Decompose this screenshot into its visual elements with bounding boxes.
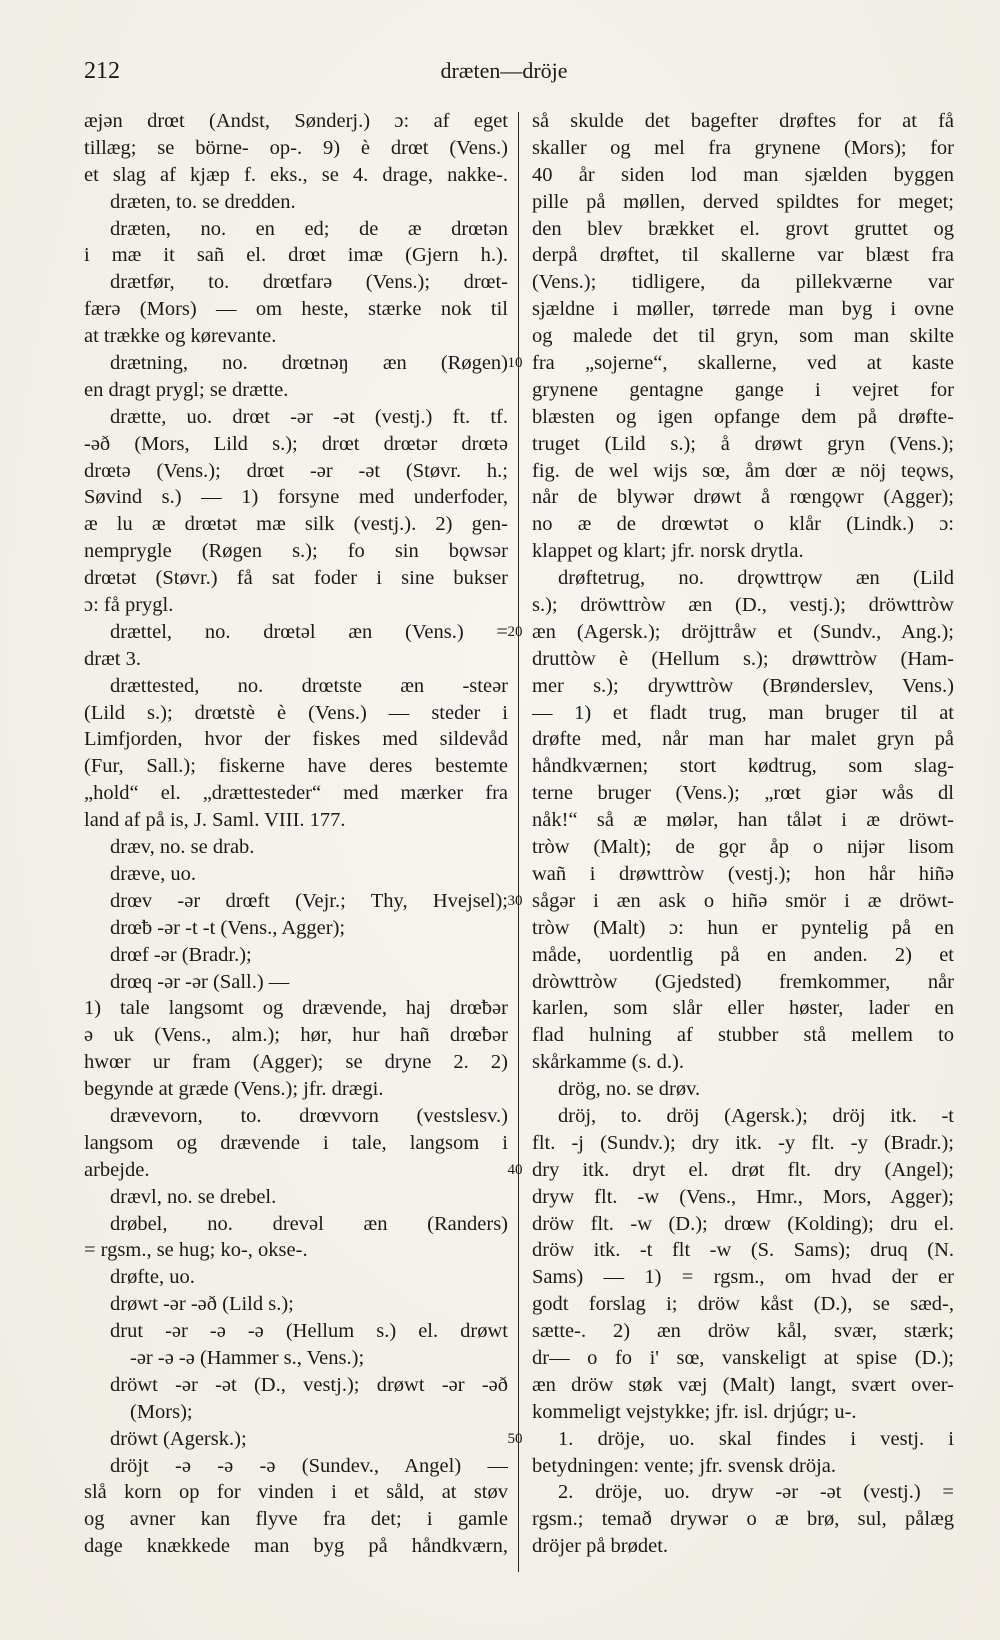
- text-line: æ lu æ drœtət mæ silk (vestj.). 2) gen-: [84, 513, 508, 536]
- text-line: -ər -ə -ə (Hammer s., Vens.);: [130, 1346, 365, 1369]
- text-line: betydningen: vente; jfr. svensk dröja.: [532, 1454, 837, 1477]
- text-line: dræten, no. en ed; de æ drœtən: [110, 217, 508, 240]
- text-line: sjældne i møller, tørrede man byg i ovne: [532, 298, 954, 321]
- column-divider: [518, 112, 519, 1572]
- text-line: karlen, som slår eller høster, lader en: [532, 997, 954, 1020]
- text-line: — 1) et fladt trug, man bruger til at: [532, 701, 954, 724]
- text-line: æn dröw støk væj (Malt) langt, svært over-: [532, 1373, 954, 1396]
- line-number: 40: [507, 1162, 523, 1179]
- text-line: (Mors);: [130, 1400, 193, 1423]
- text-line: drævl, no. se drebel.: [110, 1185, 277, 1208]
- text-line: drut -ər -ə -ə (Hellum s.) el. drøwt: [110, 1320, 508, 1343]
- text-line: 1. dröje, uo. skal findes i vestj. i: [558, 1427, 954, 1450]
- page-number: 212: [84, 58, 120, 84]
- text-line: 1) tale langsomt og drævende, haj drœƀər: [84, 997, 508, 1020]
- text-line: når de blywər drøwt å rœngǫwr (Agger);: [532, 486, 954, 509]
- text-line: dröwt -ər -ət (D., vestj.); drøwt -ər -əð: [110, 1373, 508, 1396]
- text-line: klappet og klart; jfr. norsk drytla.: [532, 540, 804, 563]
- text-line: druttòw è (Hellum s.); drøwttròw (Ham-: [532, 647, 954, 670]
- text-line: Limfjorden, hvor der fiskes med sildevåd: [84, 728, 508, 751]
- text-line: en dragt prygl; se drætte.: [84, 378, 289, 401]
- text-line: 40 år siden lod man sjælden byggen: [532, 163, 954, 186]
- text-line: sætte-. 2) æn dröw kål, svær, stærk;: [532, 1320, 954, 1343]
- text-line: dræve, uo.: [110, 862, 196, 885]
- text-line: s.); dröwttròw æn (D., vestj.); dröwttròw: [532, 594, 954, 617]
- text-line: drœf -ər (Bradr.);: [110, 943, 252, 966]
- text-line: tròw (Malt) ɔ: hun er pyntelig på en: [532, 916, 954, 939]
- text-line: flt. -j (Sundv.); dry itk. -y flt. -y (Bradr.);: [532, 1131, 954, 1154]
- text-line: drævevorn, to. drœvvorn (vestslesv.): [110, 1104, 508, 1127]
- text-line: terne bruger (Vens.); „rœt giər wås dl: [532, 782, 954, 805]
- text-line: langsom og drævende i tale, langsom i: [84, 1131, 508, 1154]
- text-line: drøftetrug, no. drǫwttrǫw æn (Lild: [558, 567, 954, 590]
- text-line: arbejde.: [84, 1158, 150, 1181]
- text-line: dröwt (Agersk.);: [110, 1427, 247, 1450]
- text-line: håndkværnen; stort kødtrug, som slag-: [532, 755, 954, 778]
- text-line: nåk!“ så æ mølər, han tålət i æ dröwt-: [532, 809, 954, 832]
- text-line: drœƀ -ər -t -t (Vens., Agger);: [110, 916, 346, 939]
- text-line: truget (Lild s.); å drøwt gryn (Vens.);: [532, 432, 954, 455]
- text-line: no æ de drœwtət o klår (Lindk.) ɔ:: [532, 513, 954, 536]
- page-header: [84, 58, 924, 88]
- text-line: dröjer på brødet.: [532, 1535, 669, 1558]
- text-line: godt forslag i; dröw kåst (D.), se sæd-,: [532, 1293, 954, 1316]
- text-line: (Vens.); tidligere, da pillekværne var: [532, 271, 954, 294]
- text-line: og avner kan flyve fra det; i gamle: [84, 1508, 508, 1531]
- text-line: dryw flt. -w (Vens., Hmr., Mors, Agger);: [532, 1185, 954, 1208]
- line-number: 30: [507, 893, 523, 910]
- text-line: dry itk. dryt el. drøt flt. dry (Angel);: [532, 1158, 954, 1181]
- text-line: fig. de wel wijs sœ, åm dœr æ nöj teǫws,: [532, 459, 954, 482]
- text-line: og malede det til gryn, som man skilte: [532, 325, 954, 348]
- text-line: -əð (Mors, Lild s.); drœt drœtər drœtə: [84, 432, 508, 455]
- text-line: dröw itk. -t flt -w (S. Sams); druq (N.: [532, 1239, 954, 1262]
- text-line: kommeligt vejstykke; jfr. isl. drjúgr; u-.: [532, 1400, 857, 1423]
- text-line: drætte, uo. drœt -ər -ət (vestj.) ft. tf.: [110, 405, 508, 428]
- text-line: drœtət (Støvr.) få sat foder i sine bukser: [84, 567, 508, 590]
- text-line: færə (Mors) — om heste, stærke nok til: [84, 298, 508, 321]
- text-line: dròwttròw (Gjedsted) fremkommer, når: [532, 970, 954, 993]
- text-line: dræten, to. se dredden.: [110, 190, 296, 213]
- text-line: ə uk (Vens., alm.); hør, hur hañ drœƀər: [84, 1024, 508, 1047]
- text-line: drœtə (Vens.); drœt -ər -ət (Støvr. h.;: [84, 459, 508, 482]
- text-line: dage knækkede man byg på håndkværn,: [84, 1535, 508, 1558]
- text-line: drættel, no. drœtəl æn (Vens.) =: [110, 620, 508, 643]
- text-line: Søvind s.) — 1) forsyne med underfoder,: [84, 486, 508, 509]
- text-line: skaller og mel fra grynene (Mors); for: [532, 136, 954, 159]
- text-line: blæsten og igen opfange dem på drøfte-: [532, 405, 954, 428]
- text-line: slå korn op for vinden i et såld, at støv: [84, 1481, 508, 1504]
- text-line: begynde at græde (Vens.); jfr. drægi.: [84, 1078, 384, 1101]
- text-line: æjən drœt (Andst, Sønderj.) ɔ: af eget: [84, 110, 508, 132]
- text-line: så skulde det bagefter drøftes for at få: [532, 110, 954, 132]
- left-column: [84, 108, 508, 1560]
- text-line: wañ i drøwttròw (vestj.); hon hår hiñə: [532, 862, 954, 885]
- text-line: drœq -ər -ər (Sall.) —: [110, 970, 290, 993]
- text-line: dröw flt. -w (D.); drœw (Kolding); dru el.: [532, 1212, 954, 1235]
- text-line: land af på is, J. Saml. VIII. 177.: [84, 809, 346, 832]
- text-line: (Fur, Sall.); fiskerne have deres bestemte: [84, 755, 508, 778]
- text-line: i mæ it sañ el. drœt imæ (Gjern h.).: [84, 244, 508, 267]
- text-line: dræv, no. se drab.: [110, 836, 255, 859]
- text-line: nemprygle (Røgen s.); fo sin bǫwsər: [84, 540, 508, 563]
- text-line: drøwt -ər -əð (Lild s.);: [110, 1293, 294, 1316]
- text-line: sågər i æn ask o hiñə smör i æ dröwt-: [532, 889, 954, 912]
- line-number: 20: [507, 624, 523, 641]
- text-line: drög, no. se drøv.: [558, 1078, 701, 1101]
- text-line: drættested, no. drœtste æn -steər: [110, 674, 508, 697]
- line-number: 50: [507, 1431, 523, 1448]
- text-line: drætning, no. drœtnəŋ æn (Røgen): [110, 352, 508, 375]
- text-line: (Lild s.); drœtstè è (Vens.) — steder i: [84, 701, 508, 724]
- text-line: fra „sojerne“, skallerne, ved at kaste: [532, 352, 954, 375]
- text-line: drøfte med, når man har malet gryn på: [532, 728, 954, 751]
- text-line: drøfte, uo.: [110, 1266, 195, 1289]
- text-line: tillæg; se börne- op-. 9) è drœt (Vens.): [84, 136, 508, 159]
- text-line: hwœr ur fram (Agger); se dryne 2. 2): [84, 1051, 508, 1074]
- text-line: måde, uordentlig på en anden. 2) et: [532, 943, 954, 966]
- text-line: pille på møllen, derved spildtes for meget;: [532, 190, 954, 213]
- text-line: drøbel, no. drevəl æn (Randers): [110, 1212, 508, 1235]
- text-line: tròw (Malt); de gǫr åp o nijər lisom: [532, 836, 954, 859]
- text-line: den blev brækket el. grovt gruttet og: [532, 217, 954, 240]
- text-line: et slag af kjæp f. eks., se 4. drage, nakke-.: [84, 163, 508, 186]
- text-line: at trække og kørevante.: [84, 325, 277, 348]
- text-line: = rgsm., se hug; ko-, okse-.: [84, 1239, 308, 1262]
- text-line: drætfør, to. drœtfarə (Vens.); drœt-: [110, 271, 508, 294]
- running-head: dræten—dröje: [440, 58, 568, 83]
- text-line: dræt 3.: [84, 647, 141, 670]
- right-column: [532, 108, 954, 1560]
- text-line: Sams) — 1) = rgsm., om hvad der er: [532, 1266, 954, 1289]
- text-line: skårkamme (s. d.).: [532, 1051, 684, 1074]
- text-line: 2. dröje, uo. dryw -ər -ət (vestj.) =: [558, 1481, 954, 1504]
- text-line: flad hulning af stubber stå mellem to: [532, 1024, 954, 1047]
- text-line: rgsm.; temað drywər o æ brø, sul, pålæg: [532, 1508, 954, 1531]
- text-line: grynene gentagne gange i vejret for: [532, 378, 954, 401]
- text-line: æn (Agersk.); dröjttråw et (Sundv., Ang.);: [532, 620, 954, 643]
- text-line: mer s.); drywttròw (Brønderslev, Vens.): [532, 674, 954, 697]
- text-line: dr— o fo i' sœ, vanskeligt at spise (D.);: [532, 1346, 954, 1369]
- text-line: ɔ: få prygl.: [84, 594, 174, 617]
- text-line: dröjt -ə -ə -ə (Sundev., Angel) —: [110, 1454, 508, 1477]
- text-line: derpå drøftet, til skallerne var blæst fra: [532, 244, 954, 267]
- text-line: drœv -ər drœft (Vejr.; Thy, Hvejsel);: [110, 889, 508, 912]
- text-line: dröj, to. dröj (Agersk.); dröj itk. -t: [558, 1104, 954, 1127]
- line-number: 10: [507, 355, 523, 372]
- text-line: „hold“ el. „drættesteder“ med mærker fra: [84, 782, 508, 805]
